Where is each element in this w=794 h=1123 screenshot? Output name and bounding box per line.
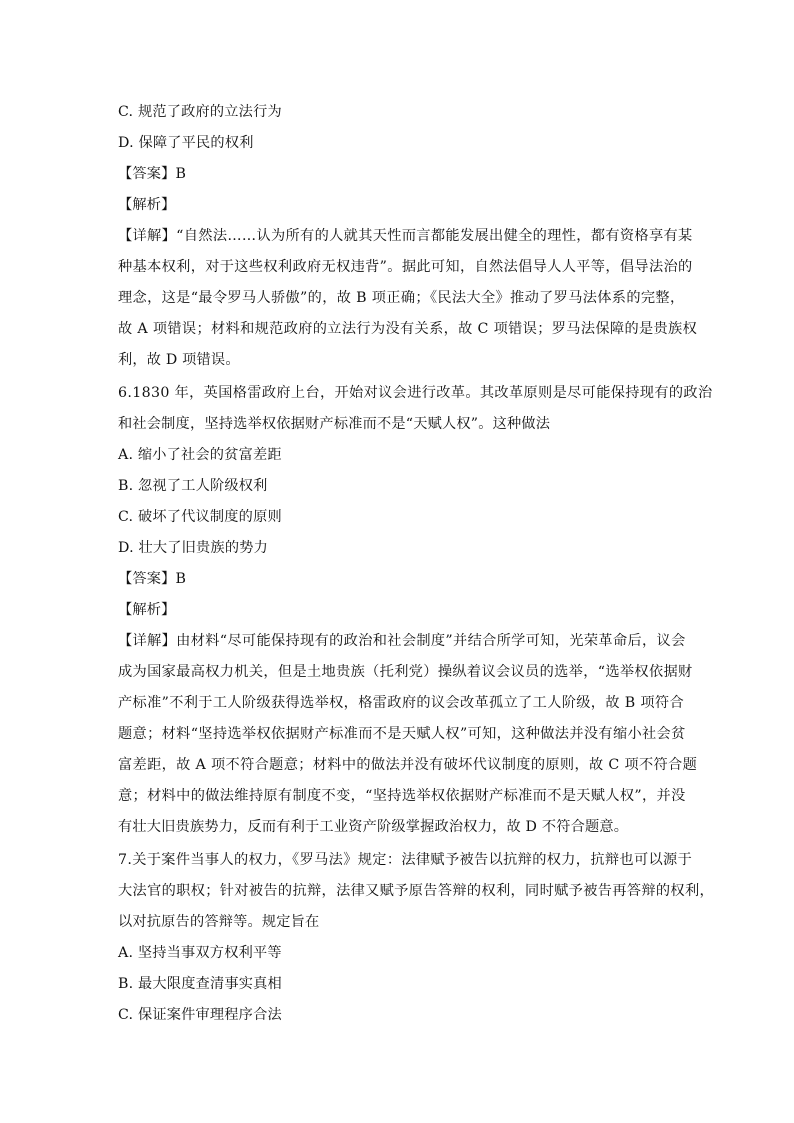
- q5-detail-line-2: 种基本权利，对于这些权利政府无权违背”。据此可知，自然法倡导人人平等，倡导法治的: [118, 259, 693, 275]
- q6-analysis-label: 【解析】: [118, 602, 176, 618]
- q5-detail-line-3: 理念，这是“最令罗马人骄傲”的，故 B 项正确；《民法大全》推动了罗马法体系的完整，: [118, 290, 685, 306]
- q5-option-d: D. 保障了平民的权利: [118, 135, 254, 151]
- q6-option-c: C. 破坏了代议制度的原则: [118, 509, 282, 525]
- q6-detail-line-3: 产标准”不利于工人阶级获得选举权，格雷政府的议会改革孤立了工人阶级，故 B 项符合: [118, 695, 684, 711]
- q6-detail-line-7: 有壮大旧贵族势力，反而有利于工业资产阶级掌握政治权力，故 D 不符合题意。: [118, 819, 629, 835]
- q6-option-d: D. 壮大了旧贵族的势力: [118, 540, 268, 556]
- q5-option-c: C. 规范了政府的立法行为: [118, 104, 282, 120]
- q6-option-a: A. 缩小了社会的贫富差距: [118, 447, 282, 463]
- q6-detail-line-5: 富差距，故 A 项不符合题意；材料中的做法并没有破坏代议制度的原则，故 C 项不符合题: [118, 757, 698, 773]
- q6-option-b: B. 忽视了工人阶级权利: [118, 478, 268, 494]
- q5-detail-line-1: 【详解】“自然法……认为所有的人就其天性而言都能发展出健全的理性，都有资格享有某: [118, 228, 693, 244]
- q7-option-a: A. 坚持当事双方权利平等: [118, 945, 282, 961]
- q6-answer: 【答案】B: [118, 571, 187, 587]
- q7-stem-line-2: 大法官的职权；针对被告的抗辩，法律又赋予原告答辩的权利，同时赋予被告再答辩的权利，: [118, 883, 715, 899]
- q6-detail-line-4: 题意；材料“坚持选举权依据财产标准而不是天赋人权”可知，这种做法并没有缩小社会贫: [118, 726, 686, 742]
- q6-detail-line-6: 意；材料中的做法维持原有制度不变，“坚持选举权依据财产标准而不是天赋人权”，并没: [118, 788, 686, 804]
- q5-answer: 【答案】B: [118, 166, 187, 182]
- q5-detail-line-4: 故 A 项错误；材料和规范政府的立法行为没有关系，故 C 项错误；罗马法保障的是贵族权: [118, 321, 698, 337]
- q5-detail-line-5: 利，故 D 项错误。: [118, 352, 240, 368]
- q7-stem-line-3: 以对抗原告的答辩等。规定旨在: [118, 914, 320, 930]
- q6-detail-line-1: 【详解】由材料“尽可能保持现有的政治和社会制度”并结合所学可知，光荣革命后，议会: [118, 633, 686, 649]
- q5-analysis-label: 【解析】: [118, 197, 176, 213]
- q7-option-c: C. 保证案件审理程序合法: [118, 1007, 282, 1023]
- q7-stem-line-1: 7.关于案件当事人的权力，《罗马法》规定：法律赋予被告以抗辩的权力，抗辩也可以源于: [118, 852, 693, 868]
- q7-option-b: B. 最大限度查清事实真相: [118, 976, 282, 992]
- q6-stem-line-2: 和社会制度，坚持选举权依据财产标准而不是“天赋人权”。这种做法: [118, 416, 551, 432]
- q6-detail-line-2: 成为国家最高权力机关，但是土地贵族（托利党）操纵着议会议员的选举，“选举权依据财: [118, 664, 693, 680]
- q6-stem-line-1: 6.1830 年，英国格雷政府上台，开始对议会进行改革。其改革原则是尽可能保持现有的政治: [118, 385, 713, 401]
